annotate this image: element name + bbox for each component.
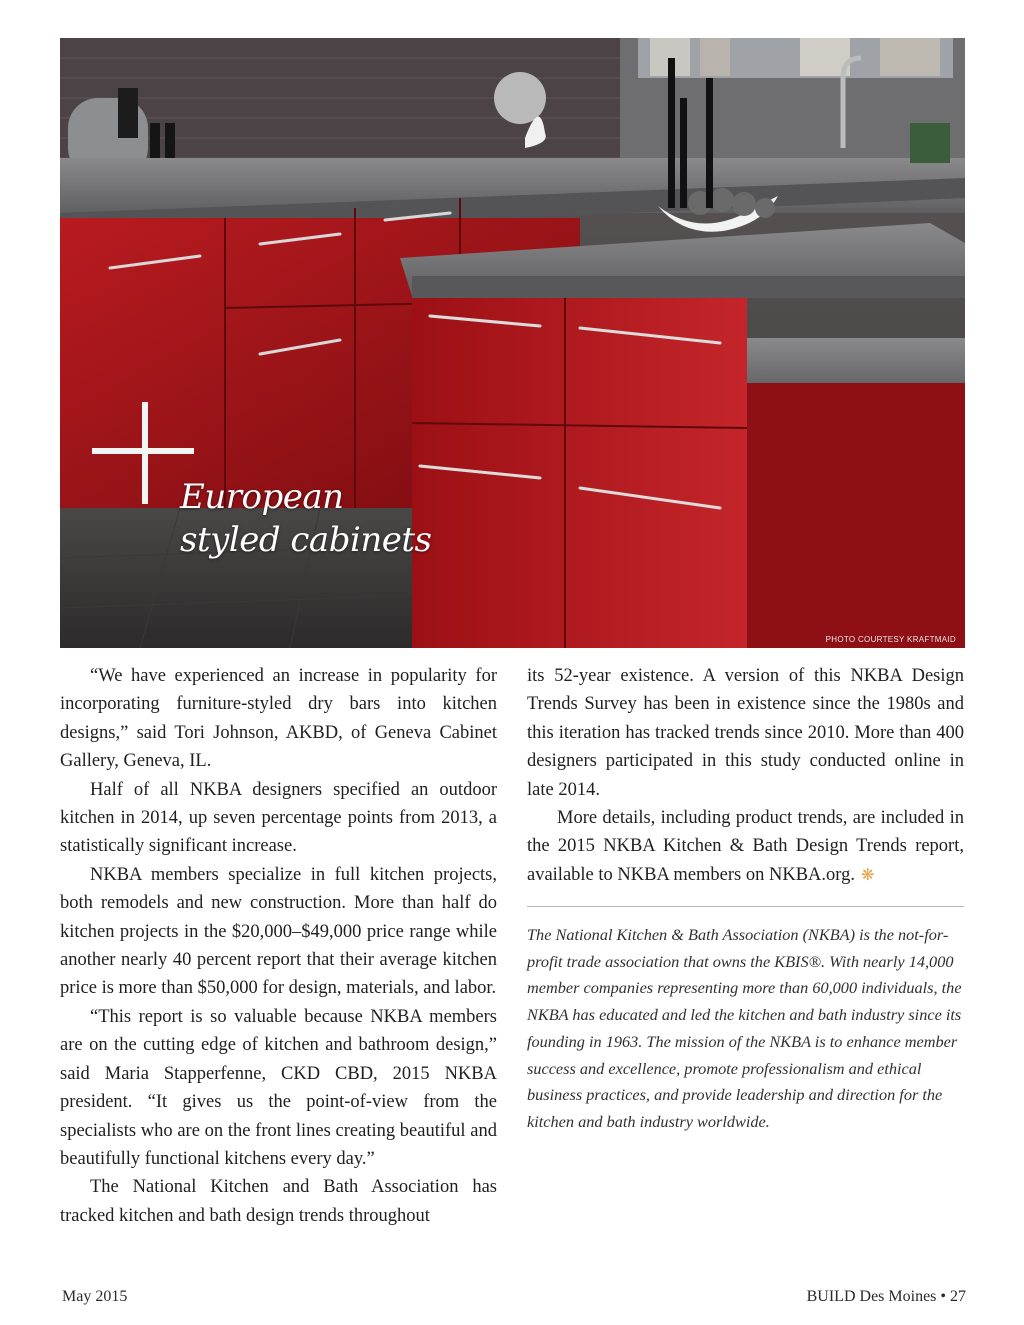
article-paragraph-final <box>527 804 964 890</box>
about-nkba-text: The National Kitchen & Bath Association (NKBA) is the not-for-profit trade association that owns the KBIS®. With nearly 14,000 member companies representing more than 60,000 individuals, the NKBA has educated and led the kitchen and bath industry since its founding in 1963. The mission of the NKBA is to enhance member success and excellence, promote professionalism and ethical business practices, and provide leadership and direction for the kitchen and bath industry worldwide. <box>527 925 962 1131</box>
kitchen-photo <box>60 38 965 648</box>
article-paragraph: The National Kitchen and Bath Association has tracked kitchen and bath design trends throughout <box>60 1177 497 1226</box>
article-paragraph: NKBA members specialize in full kitchen projects, both remodels and new construction. More than half do kitchen projects in the $20,000–$49,000 price range while another nearly 40 percent report that their average kitchen price is more than $50,000 for design, materials, and labor. <box>60 864 497 999</box>
article-column-right <box>527 662 964 890</box>
footer-date: May 2015 <box>62 1288 128 1305</box>
end-mark-icon: ❋ <box>861 866 875 884</box>
caption-line-1: European <box>180 477 344 517</box>
cross-mark-horizontal <box>92 448 194 454</box>
photo-credit: PHOTO COURTESY KRAFTMAID <box>825 635 956 644</box>
article-paragraph-continued: its 52-year existence. A version of this NKBA Design Trends Survey has been in existence since the 1980s and this iteration has tracked trends since 2010. More than 400 designers participated in this study conducted online in late 2014. <box>527 666 964 800</box>
article-final-text: More details, including product trends, are included in the 2015 NKBA Kitchen & Bath Design Trends report, available to NKBA members on NKBA.org. <box>527 808 964 885</box>
article-paragraph: Half of all NKBA designers specified an outdoor kitchen in 2014, up seven percentage points from 2013, a statistically significant increase. <box>60 779 497 857</box>
article-paragraph: “This report is so valuable because NKBA members are on the cutting edge of kitchen and bathroom design,” said Maria Stapperfenne, CKD CBD, 2015 NKBA president. “It gives us the point-of-view from the specialists who are on the front lines creating beautiful and beautifully functional kitchens every day.” <box>60 1006 497 1169</box>
article-paragraph: “We have experienced an increase in popularity for incorporating furniture-styled dry bars into kitchen designs,” said Tori Johnson, AKBD, of Geneva Cabinet Gallery, Geneva, IL. <box>60 666 497 772</box>
divider <box>527 906 964 907</box>
caption-line-2: styled cabinets <box>180 520 432 560</box>
footer-publication-page: BUILD Des Moines • 27 <box>806 1288 966 1305</box>
photo-caption <box>180 476 431 562</box>
about-nkba-box <box>527 922 964 1136</box>
article-column-left <box>60 662 497 1230</box>
